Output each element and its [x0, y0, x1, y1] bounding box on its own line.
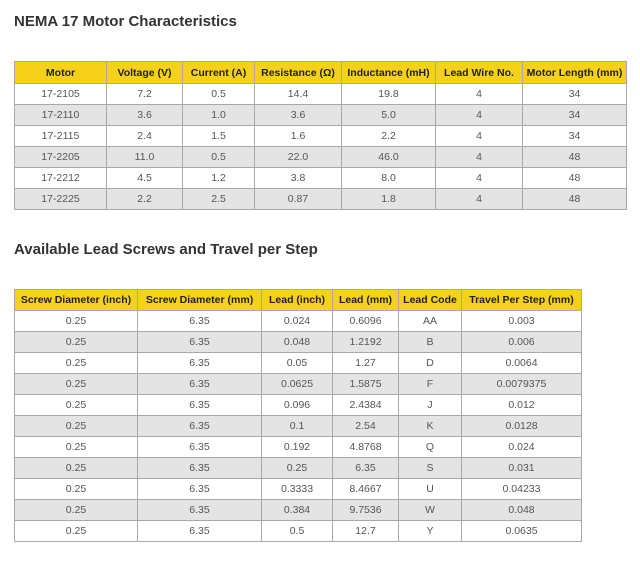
- table-cell-lead-inch: 0.192: [262, 437, 333, 458]
- table-cell-lead-mm: 0.6096: [333, 311, 399, 332]
- table-row: [15, 416, 582, 437]
- table-cell-travel-per-step: 0.04233: [462, 479, 582, 500]
- table-row: [15, 189, 627, 210]
- table-cell-current: 0.5: [183, 147, 255, 168]
- table-cell-motor: 17-2205: [15, 147, 107, 168]
- table-cell-resistance: 22.0: [255, 147, 342, 168]
- table-row: [15, 458, 582, 479]
- table-cell-lead-code: AA: [399, 311, 462, 332]
- table-cell-lead-inch: 0.1: [262, 416, 333, 437]
- table-cell-travel-per-step: 0.0079375: [462, 374, 582, 395]
- table-cell-lead-wire-no: 4: [436, 126, 523, 147]
- table-cell-lead-inch: 0.096: [262, 395, 333, 416]
- table-cell-lead-code: Q: [399, 437, 462, 458]
- table-cell-lead-code: S: [399, 458, 462, 479]
- table-cell-lead-inch: 0.048: [262, 332, 333, 353]
- table-cell-travel-per-step: 0.031: [462, 458, 582, 479]
- table-cell-screw-diameter-mm: 6.35: [138, 332, 262, 353]
- table-cell-lead-code: B: [399, 332, 462, 353]
- table-row: [15, 353, 582, 374]
- table-cell-screw-diameter-inch: 0.25: [15, 374, 138, 395]
- table-row: [15, 521, 582, 542]
- table-cell-current: 1.2: [183, 168, 255, 189]
- table-cell-voltage: 4.5: [107, 168, 183, 189]
- lead-screws-title: Available Lead Screws and Travel per Step: [14, 241, 318, 258]
- table-cell-lead-inch: 0.5: [262, 521, 333, 542]
- table-row: [15, 84, 627, 105]
- table-cell-lead-inch: 0.25: [262, 458, 333, 479]
- table-cell-inductance: 8.0: [342, 168, 436, 189]
- table-cell-motor-length: 48: [523, 189, 627, 210]
- table-cell-inductance: 1.8: [342, 189, 436, 210]
- col-header-resistance: Resistance (Ω): [255, 62, 342, 84]
- table-cell-lead-inch: 0.05: [262, 353, 333, 374]
- table-cell-lead-mm: 9.7536: [333, 500, 399, 521]
- table-cell-lead-inch: 0.0625: [262, 374, 333, 395]
- table-cell-motor: 17-2212: [15, 168, 107, 189]
- table-row: [15, 311, 582, 332]
- table-cell-lead-code: K: [399, 416, 462, 437]
- table-cell-screw-diameter-inch: 0.25: [15, 353, 138, 374]
- table-cell-voltage: 3.6: [107, 105, 183, 126]
- table-cell-motor: 17-2110: [15, 105, 107, 126]
- table-cell-screw-diameter-inch: 0.25: [15, 437, 138, 458]
- table-cell-travel-per-step: 0.0064: [462, 353, 582, 374]
- table-cell-travel-per-step: 0.003: [462, 311, 582, 332]
- table-cell-screw-diameter-mm: 6.35: [138, 311, 262, 332]
- table-cell-motor: 17-2105: [15, 84, 107, 105]
- col-header-travel-per-step: Travel Per Step (mm): [462, 290, 582, 311]
- table-cell-lead-inch: 0.024: [262, 311, 333, 332]
- table-cell-resistance: 3.6: [255, 105, 342, 126]
- table-cell-current: 1.0: [183, 105, 255, 126]
- table-cell-travel-per-step: 0.048: [462, 500, 582, 521]
- table-cell-screw-diameter-mm: 6.35: [138, 374, 262, 395]
- table-cell-inductance: 5.0: [342, 105, 436, 126]
- table-cell-lead-code: J: [399, 395, 462, 416]
- table-cell-voltage: 2.4: [107, 126, 183, 147]
- table-cell-screw-diameter-inch: 0.25: [15, 500, 138, 521]
- table-cell-lead-mm: 2.54: [333, 416, 399, 437]
- table-cell-resistance: 1.6: [255, 126, 342, 147]
- table-cell-screw-diameter-inch: 0.25: [15, 395, 138, 416]
- col-header-lead-code: Lead Code: [399, 290, 462, 311]
- col-header-inductance: Inductance (mH): [342, 62, 436, 84]
- table-cell-lead-wire-no: 4: [436, 105, 523, 126]
- col-header-screw-diameter-inch: Screw Diameter (inch): [15, 290, 138, 311]
- table-cell-screw-diameter-mm: 6.35: [138, 416, 262, 437]
- table-cell-lead-mm: 4.8768: [333, 437, 399, 458]
- table-cell-screw-diameter-inch: 0.25: [15, 416, 138, 437]
- table-cell-screw-diameter-inch: 0.25: [15, 479, 138, 500]
- table-cell-motor-length: 48: [523, 147, 627, 168]
- table-cell-resistance: 0.87: [255, 189, 342, 210]
- table-cell-current: 0.5: [183, 84, 255, 105]
- table-cell-travel-per-step: 0.0128: [462, 416, 582, 437]
- table-cell-lead-wire-no: 4: [436, 168, 523, 189]
- motor-characteristics-table: [14, 61, 627, 210]
- table-cell-screw-diameter-mm: 6.35: [138, 437, 262, 458]
- table-row: [15, 479, 582, 500]
- table-cell-screw-diameter-mm: 6.35: [138, 479, 262, 500]
- table-cell-lead-code: U: [399, 479, 462, 500]
- lead-screws-table: [14, 289, 582, 542]
- col-header-motor: Motor: [15, 62, 107, 84]
- table-cell-screw-diameter-mm: 6.35: [138, 500, 262, 521]
- table-cell-lead-wire-no: 4: [436, 189, 523, 210]
- table-cell-resistance: 14.4: [255, 84, 342, 105]
- table-cell-lead-mm: 2.4384: [333, 395, 399, 416]
- table-cell-inductance: 46.0: [342, 147, 436, 168]
- table-row: [15, 437, 582, 458]
- table-cell-motor-length: 48: [523, 168, 627, 189]
- table-cell-current: 1.5: [183, 126, 255, 147]
- motor-characteristics-title: NEMA 17 Motor Characteristics: [14, 13, 237, 30]
- table-row: [15, 105, 627, 126]
- table-cell-lead-wire-no: 4: [436, 147, 523, 168]
- table-cell-motor-length: 34: [523, 105, 627, 126]
- table-row: [15, 332, 582, 353]
- table-cell-screw-diameter-mm: 6.35: [138, 521, 262, 542]
- table-cell-lead-mm: 8.4667: [333, 479, 399, 500]
- table-row: [15, 500, 582, 521]
- table-cell-motor-length: 34: [523, 126, 627, 147]
- table-cell-resistance: 3.8: [255, 168, 342, 189]
- table-cell-screw-diameter-inch: 0.25: [15, 332, 138, 353]
- table-cell-screw-diameter-mm: 6.35: [138, 458, 262, 479]
- table-header-row: [15, 62, 627, 84]
- table-cell-voltage: 2.2: [107, 189, 183, 210]
- table-row: [15, 374, 582, 395]
- table-cell-screw-diameter-inch: 0.25: [15, 458, 138, 479]
- col-header-motor-length: Motor Length (mm): [523, 62, 627, 84]
- table-cell-travel-per-step: 0.024: [462, 437, 582, 458]
- table-cell-lead-wire-no: 4: [436, 84, 523, 105]
- table-cell-lead-code: F: [399, 374, 462, 395]
- table-cell-lead-mm: 12.7: [333, 521, 399, 542]
- col-header-lead-mm: Lead (mm): [333, 290, 399, 311]
- table-header-row: [15, 290, 582, 311]
- table-cell-travel-per-step: 0.012: [462, 395, 582, 416]
- table-row: [15, 395, 582, 416]
- table-cell-lead-mm: 1.2192: [333, 332, 399, 353]
- table-cell-lead-mm: 6.35: [333, 458, 399, 479]
- table-cell-lead-code: W: [399, 500, 462, 521]
- col-header-screw-diameter-mm: Screw Diameter (mm): [138, 290, 262, 311]
- table-cell-screw-diameter-mm: 6.35: [138, 353, 262, 374]
- table-cell-lead-code: Y: [399, 521, 462, 542]
- table-cell-motor: 17-2115: [15, 126, 107, 147]
- table-row: [15, 126, 627, 147]
- table-cell-travel-per-step: 0.006: [462, 332, 582, 353]
- table-cell-lead-mm: 1.5875: [333, 374, 399, 395]
- table-cell-screw-diameter-inch: 0.25: [15, 311, 138, 332]
- col-header-lead-wire-no: Lead Wire No.: [436, 62, 523, 84]
- table-cell-motor: 17-2225: [15, 189, 107, 210]
- table-cell-screw-diameter-inch: 0.25: [15, 521, 138, 542]
- table-cell-travel-per-step: 0.0635: [462, 521, 582, 542]
- table-cell-inductance: 19.8: [342, 84, 436, 105]
- table-cell-lead-mm: 1.27: [333, 353, 399, 374]
- table-cell-screw-diameter-mm: 6.35: [138, 395, 262, 416]
- table-cell-voltage: 11.0: [107, 147, 183, 168]
- table-cell-motor-length: 34: [523, 84, 627, 105]
- table-row: [15, 168, 627, 189]
- col-header-lead-inch: Lead (inch): [262, 290, 333, 311]
- col-header-voltage: Voltage (V): [107, 62, 183, 84]
- table-cell-inductance: 2.2: [342, 126, 436, 147]
- col-header-current: Current (A): [183, 62, 255, 84]
- table-cell-lead-inch: 0.384: [262, 500, 333, 521]
- table-cell-voltage: 7.2: [107, 84, 183, 105]
- table-cell-lead-code: D: [399, 353, 462, 374]
- table-cell-current: 2.5: [183, 189, 255, 210]
- table-cell-lead-inch: 0.3333: [262, 479, 333, 500]
- table-row: [15, 147, 627, 168]
